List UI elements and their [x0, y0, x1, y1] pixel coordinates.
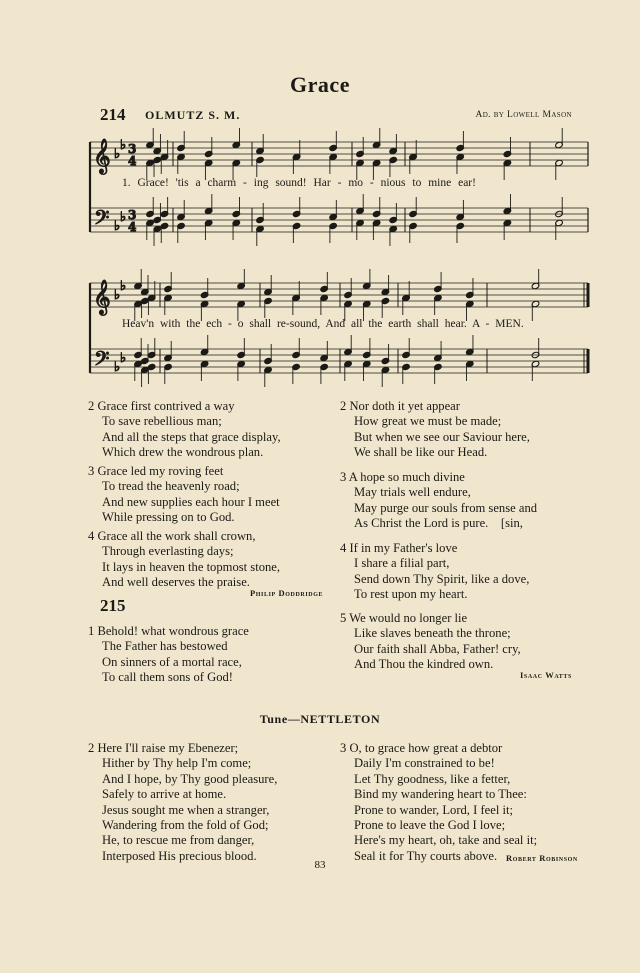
composer-attribution: Ad. by Lowell Mason: [475, 110, 572, 120]
verse-215-1: [88, 624, 249, 686]
verse-line: And well deserves the praise.: [102, 575, 250, 590]
tune-heading: Tune—NETTLETON: [259, 712, 381, 726]
lyric-line-2: Heav'n with the ech - o shall re-sound, And all the earth shall hear. A - MEN.: [122, 318, 524, 330]
verse-line: Safely to arrive at home.: [102, 787, 227, 802]
verse-line: Through everlasting days;: [102, 544, 234, 559]
svg-text:4: 4: [128, 154, 137, 168]
credit-robinson: Robert Robinson: [506, 853, 578, 863]
verse-line: But when we see our Saviour here,: [354, 429, 530, 444]
verse-215-3: [340, 470, 537, 532]
verse-line: Which drew the wondrous plan.: [102, 445, 264, 460]
svg-text:𝄞: 𝄞: [93, 280, 111, 315]
verse-line: 4 Grace all the work shall crown,: [88, 529, 256, 543]
svg-text:𝄢: 𝄢: [94, 347, 110, 375]
verse-line: Seal it for Thy courts above.: [354, 848, 498, 863]
page-number: 83: [314, 859, 326, 871]
verse-line: Daily I'm constrained to be!: [354, 756, 495, 771]
verse-line: Wandering from the fold of God;: [102, 818, 269, 833]
svg-text:3: 3: [128, 208, 137, 222]
svg-text:𝄞: 𝄞: [93, 139, 111, 174]
verse-214-4: [88, 529, 280, 591]
verse-line: Jesus sought me when a stranger,: [102, 802, 270, 817]
verse-line: 3 O, to grace how great a debtor: [340, 741, 503, 755]
verse-line: And new supplies each hour I meet: [102, 494, 280, 509]
verse-line: 4 If in my Father's love: [340, 541, 458, 555]
hymn-number: 214: [100, 105, 126, 124]
verse-215-4: [340, 541, 529, 603]
verse-line: 3 Grace led my roving feet: [88, 464, 224, 478]
verse-line: To save rebellious man;: [102, 414, 222, 429]
svg-text:4: 4: [128, 220, 137, 234]
verse-line: Let Thy goodness, like a fetter,: [354, 771, 511, 786]
nettleton-verse-3: [340, 741, 537, 864]
verse-215-2: [340, 399, 530, 461]
verse-line: 2 Here I'll raise my Ebenezer;: [88, 741, 239, 755]
verse-line: To tread the heavenly road;: [102, 479, 240, 494]
music-score: [0, 0, 640, 400]
verse-line: Interposed His precious blood.: [102, 848, 257, 863]
verse-line: May trials well endure,: [354, 485, 471, 500]
svg-text:♭: ♭: [114, 288, 121, 303]
verse-line: 3 A hope so much divine: [340, 470, 465, 484]
svg-text:♭: ♭: [120, 138, 127, 153]
verse-line: 5 We would no longer lie: [340, 611, 468, 625]
verse-line: The Father has bestowed: [102, 639, 228, 654]
verse-214-2: [88, 399, 281, 461]
verse-line: He, to rescue me from danger,: [102, 833, 255, 848]
lyric-line-1: 1. Grace! 'tis a charm - ing sound! Har - mo - nious to mine ear!: [122, 177, 476, 189]
verse-line: To call them sons of God!: [102, 670, 233, 685]
credit-watts: Isaac Watts: [520, 670, 572, 680]
verse-line: Our faith shall Abba, Father! cry,: [354, 641, 521, 656]
verse-215-5: [340, 611, 521, 673]
verse-line: Prone to leave the God I love;: [354, 818, 506, 833]
verse-line: We shall be like our Head.: [354, 445, 488, 460]
verse-line: May purge our souls from sense and: [354, 500, 538, 515]
verse-line: Prone to wander, Lord, I feel it;: [354, 802, 513, 817]
verse-line: 2 Nor doth it yet appear: [340, 399, 460, 413]
svg-text:3: 3: [128, 142, 137, 156]
verse-line: I share a filial part,: [354, 556, 450, 571]
svg-text:♭: ♭: [120, 279, 127, 294]
verse-line: Here's my heart, oh, take and seal it;: [354, 833, 538, 848]
verse-line: Bind my wandering heart to Thee:: [354, 787, 527, 802]
verse-line: 1 Behold! what wondrous grace: [88, 624, 249, 638]
verse-line: How great we must be made;: [354, 414, 502, 429]
verse-line: 2 Grace first contrived a way: [88, 399, 235, 413]
tune-name: OLMUTZ S. M.: [145, 108, 241, 122]
nettleton-verse-2: [88, 741, 277, 864]
verse-line: On sinners of a mortal race,: [102, 654, 242, 669]
verse-line: Like slaves beneath the throne;: [354, 626, 511, 641]
verse-line: It lays in heaven the topmost stone,: [102, 559, 281, 574]
verse-214-3: [88, 464, 280, 526]
page-title: Grace: [290, 72, 350, 97]
verse-line: And Thou the kindred own.: [354, 657, 494, 672]
verse-line: Send down Thy Spirit, like a dove,: [354, 571, 530, 586]
svg-text:♭: ♭: [120, 351, 127, 366]
svg-text:♭: ♭: [114, 219, 121, 234]
svg-text:♭: ♭: [114, 147, 121, 162]
svg-text:♭: ♭: [114, 360, 121, 375]
svg-text:𝄢: 𝄢: [94, 206, 110, 234]
verse-line: And I hope, by Thy good pleasure,: [102, 771, 278, 786]
credit-doddridge: Philip Doddridge: [250, 588, 324, 598]
verse-line: Hither by Thy help I'm come;: [102, 756, 252, 771]
verse-line: And all the steps that grace display,: [102, 429, 281, 444]
verse-line: While pressing on to God.: [102, 510, 235, 525]
verse-line: As Christ the Lord is pure. [sin,: [354, 516, 523, 531]
svg-text:♭: ♭: [120, 210, 127, 225]
verse-line: To rest upon my heart.: [354, 587, 468, 602]
hymn-215-number: 215: [100, 596, 126, 615]
